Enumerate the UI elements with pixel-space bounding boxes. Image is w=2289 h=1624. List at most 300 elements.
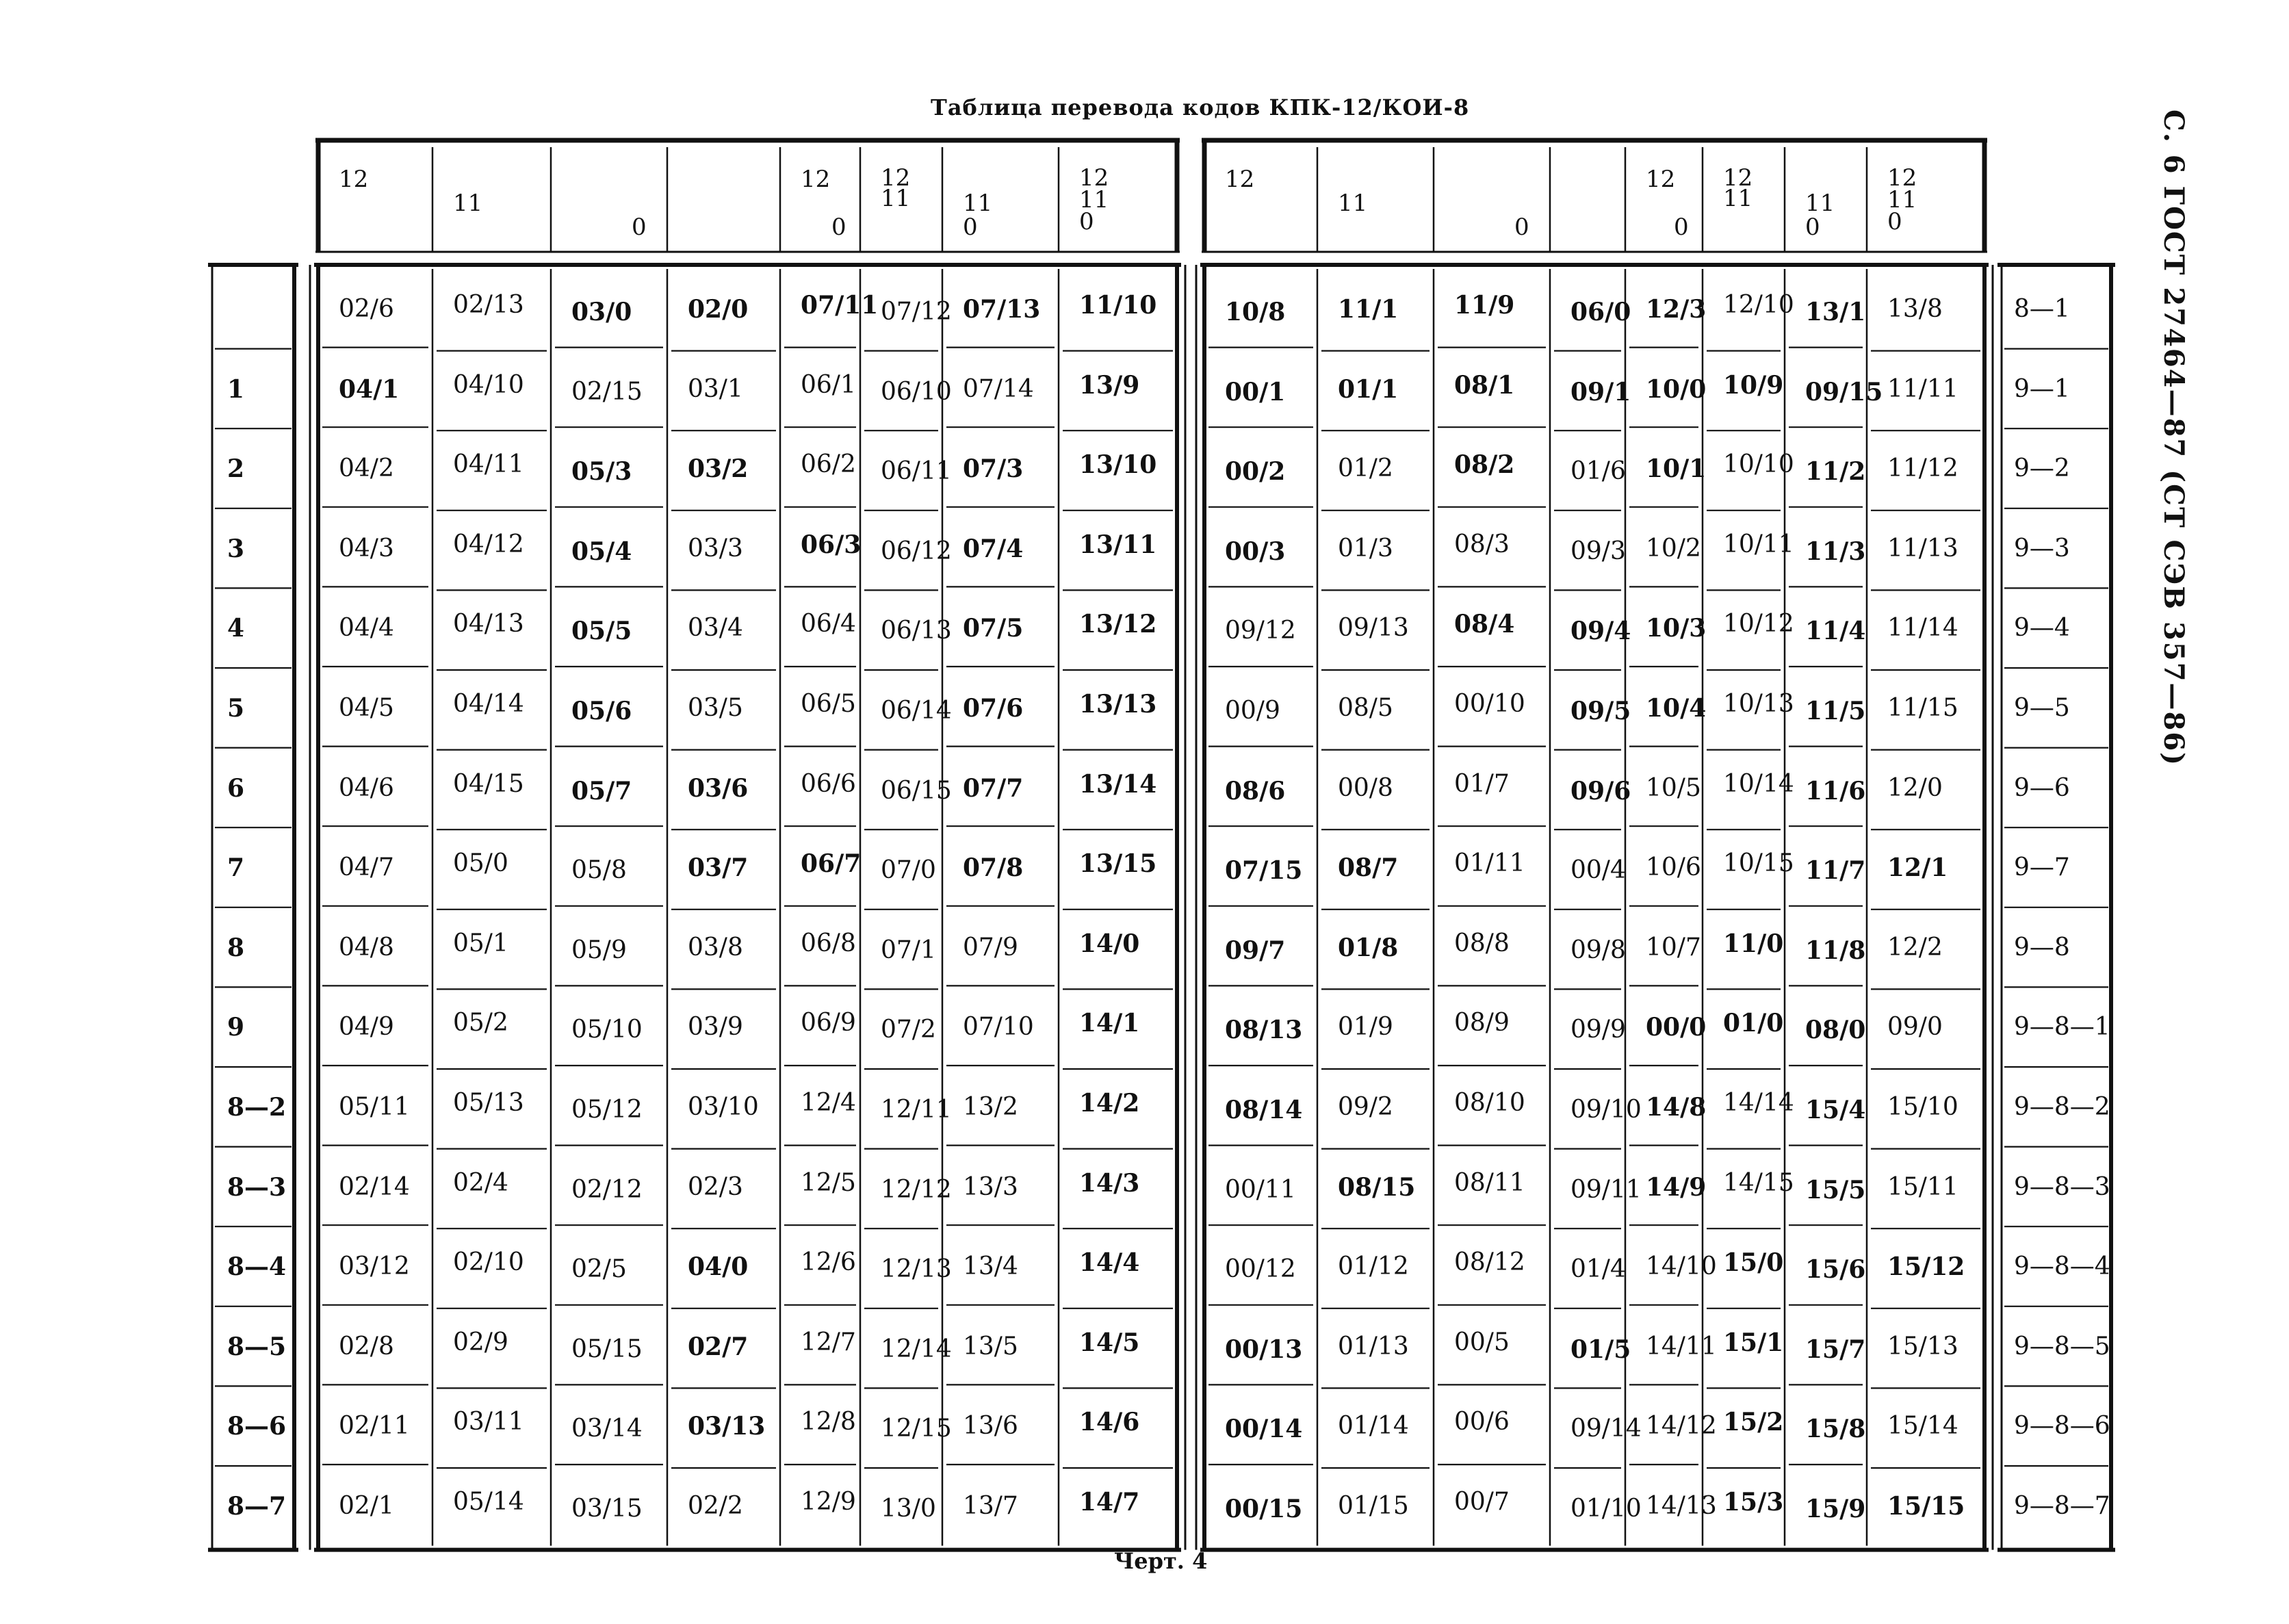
table-cell: 14/3	[1079, 1168, 1140, 1198]
table-cell: 15/7	[1805, 1335, 1866, 1364]
table-cell: 12/2	[1887, 933, 1943, 962]
table-cell: 00/5	[1454, 1328, 1510, 1356]
table-cell: 06/7	[801, 849, 862, 879]
row-label-left: 8—5	[227, 1332, 287, 1361]
left-header-1-line-0: 11	[453, 190, 483, 217]
row-label-right: 9—8—1	[2014, 1013, 2110, 1042]
table-cell: 15/2	[1723, 1408, 1784, 1437]
table-cell: 12/15	[881, 1415, 952, 1443]
left-header-4-line-0: 12	[801, 166, 831, 193]
row-label-right: 9—8—5	[2014, 1332, 2110, 1361]
table-cell: 04/15	[453, 769, 524, 798]
table-cell: 05/6	[571, 697, 632, 725]
table-cell: 14/15	[1723, 1168, 1794, 1197]
row-label-right: 9—2	[2014, 454, 2070, 483]
table-cell: 10/8	[1225, 298, 1286, 326]
table-cell: 05/1	[453, 929, 508, 957]
right-header-7-line-0: 12	[1887, 164, 1917, 192]
table-cell: 04/8	[339, 933, 394, 962]
table-cell: 09/7	[1225, 936, 1286, 965]
table-cell: 01/2	[1338, 454, 1393, 483]
right-header-5-line-1: 11	[1723, 185, 1753, 212]
table-cell: 04/1	[339, 374, 400, 404]
table-cell: 06/9	[801, 1009, 856, 1037]
table-cell: 04/4	[339, 614, 394, 643]
table-cell: 08/5	[1338, 694, 1393, 722]
row-label-right: 9—6	[2014, 773, 2070, 802]
table-cell: 08/10	[1454, 1089, 1525, 1117]
table-cell: 14/13	[1646, 1492, 1717, 1520]
table-cell: 11/8	[1805, 936, 1866, 965]
table-cell: 00/1	[1225, 377, 1286, 407]
table-cell: 13/12	[1079, 610, 1157, 639]
table-cell: 11/9	[1454, 291, 1515, 320]
table-cell: 02/11	[339, 1412, 410, 1441]
table-cell: 13/2	[963, 1093, 1018, 1121]
table-cell: 13/5	[963, 1332, 1018, 1361]
table-cell: 00/13	[1225, 1335, 1303, 1364]
table-cell: 00/0	[1646, 1013, 1707, 1042]
table-cell: 01/4	[1570, 1255, 1626, 1284]
table-cell: 10/6	[1646, 853, 1701, 882]
table-cell: 06/2	[801, 450, 856, 479]
table-cell: 06/8	[801, 929, 856, 957]
table-cell: 09/3	[1570, 537, 1626, 565]
row-label-left: 1	[227, 374, 245, 404]
left-header-5-line-1: 11	[881, 185, 911, 212]
table-cell: 04/3	[339, 534, 394, 563]
table-cell: 11/4	[1805, 617, 1866, 646]
table-cell: 08/3	[1454, 530, 1510, 558]
right-header-5-line-0: 12	[1723, 164, 1753, 192]
table-cell: 05/12	[571, 1096, 643, 1124]
table-cell: 14/5	[1079, 1328, 1140, 1357]
table-cell: 15/13	[1887, 1332, 1958, 1361]
table-cell: 03/12	[339, 1252, 410, 1281]
table-cell: 09/0	[1887, 1013, 1943, 1042]
table-cell: 07/12	[881, 298, 952, 326]
row-label-right: 9—3	[2014, 534, 2070, 563]
table-cell: 06/12	[881, 537, 952, 565]
table-cell: 14/14	[1723, 1089, 1794, 1117]
table-cell: 00/8	[1338, 773, 1393, 802]
table-cell: 10/15	[1723, 849, 1794, 878]
table-cell: 05/4	[571, 537, 632, 566]
row-label-left: 9	[227, 1013, 245, 1042]
table-cell: 07/7	[963, 773, 1024, 803]
table-cell: 07/5	[963, 614, 1024, 643]
table-cell: 09/6	[1570, 776, 1631, 805]
table-cell: 14/8	[1646, 1093, 1707, 1122]
row-label-left: 8—4	[227, 1252, 287, 1282]
table-cell: 00/11	[1225, 1175, 1296, 1204]
table-cell: 02/9	[453, 1328, 508, 1356]
row-label-right: 9—8—7	[2014, 1492, 2110, 1520]
row-label-right: 9—8—2	[2014, 1093, 2110, 1121]
table-cell: 13/11	[1079, 530, 1157, 559]
table-cell: 15/12	[1887, 1252, 1965, 1282]
row-label-right: 9—7	[2014, 853, 2070, 882]
table-cell: 06/4	[801, 610, 856, 639]
table-cell: 14/4	[1079, 1248, 1140, 1278]
table-cell: 06/5	[801, 690, 856, 718]
table-cell: 11/5	[1805, 697, 1866, 725]
right-header-0-line-0: 12	[1225, 166, 1255, 193]
table-cell: 11/1	[1338, 295, 1399, 324]
table-cell: 05/3	[571, 457, 632, 487]
table-cell: 03/1	[688, 374, 743, 403]
table-cell: 09/11	[1570, 1175, 1642, 1204]
table-cell: 13/7	[963, 1492, 1018, 1520]
table-cell: 08/8	[1454, 929, 1510, 957]
table-cell: 04/5	[339, 694, 394, 722]
table-cell: 02/7	[688, 1332, 749, 1361]
table-cell: 10/12	[1723, 610, 1794, 639]
table-cell: 14/2	[1079, 1089, 1140, 1118]
table-cell: 01/0	[1723, 1009, 1784, 1038]
table-cell: 07/4	[963, 534, 1024, 563]
row-label-right: 8—1	[2014, 295, 2070, 323]
table-cell: 11/14	[1887, 614, 1958, 643]
table-cell: 00/10	[1454, 690, 1525, 718]
table-cell: 08/14	[1225, 1096, 1303, 1124]
left-header-0-line-0: 12	[339, 166, 369, 193]
table-cell: 02/13	[453, 291, 524, 319]
table-cell: 10/3	[1646, 614, 1707, 643]
table-cell: 07/13	[963, 295, 1041, 324]
table-cell: 08/2	[1454, 450, 1515, 480]
table-cell: 02/3	[688, 1172, 743, 1201]
table-cell: 06/1	[801, 370, 856, 399]
table-cell: 00/14	[1225, 1415, 1303, 1444]
table-cell: 01/5	[1570, 1335, 1631, 1364]
table-cell: 01/10	[1570, 1495, 1642, 1523]
row-label-left: 6	[227, 773, 245, 803]
table-cell: 14/10	[1646, 1252, 1717, 1281]
table-cell: 10/7	[1646, 933, 1701, 962]
table-cell: 14/0	[1079, 929, 1140, 958]
table-cell: 09/1	[1570, 377, 1631, 407]
table-cell: 10/2	[1646, 534, 1701, 563]
table-cell: 03/2	[688, 454, 749, 484]
table-cell: 02/8	[339, 1332, 394, 1361]
row-label-left: 8—7	[227, 1492, 287, 1521]
table-cell: 05/7	[571, 776, 632, 805]
table-cell: 12/6	[801, 1248, 856, 1277]
table-cell: 00/3	[1225, 537, 1286, 566]
table-cell: 13/14	[1079, 769, 1157, 799]
table-cell: 12/1	[1887, 853, 1948, 883]
table-cell: 08/0	[1805, 1016, 1866, 1045]
table-cell: 14/11	[1646, 1332, 1717, 1361]
table-cell: 07/10	[963, 1013, 1034, 1042]
table-cell: 15/1	[1723, 1328, 1784, 1357]
table-cell: 13/10	[1079, 450, 1157, 480]
left-header-6-line-1: 0	[963, 214, 978, 241]
table-cell: 13/0	[881, 1495, 936, 1523]
table-cell: 07/2	[881, 1016, 936, 1044]
table-cell: 13/15	[1079, 849, 1157, 879]
table-cell: 10/4	[1646, 694, 1707, 723]
row-label-right: 9—5	[2014, 694, 2070, 722]
table-cell: 02/0	[688, 295, 749, 324]
row-label-left: 8	[227, 933, 245, 962]
table-cell: 15/10	[1887, 1093, 1958, 1121]
right-header-1-line-0: 11	[1338, 190, 1368, 217]
row-label-left: 3	[227, 534, 245, 563]
table-cell: 03/6	[688, 773, 749, 803]
row-label-left: 2	[227, 454, 245, 484]
row-label-right: 9—8	[2014, 933, 2070, 962]
table-cell: 14/7	[1079, 1488, 1140, 1517]
row-label-right: 9—8—3	[2014, 1172, 2110, 1201]
table-cell: 12/13	[881, 1255, 952, 1284]
table-cell: 03/9	[688, 1013, 743, 1042]
table-cell: 09/10	[1570, 1096, 1642, 1124]
table-cell: 07/14	[963, 374, 1034, 403]
table-cell: 01/12	[1338, 1252, 1409, 1281]
table-cell: 01/3	[1338, 534, 1393, 563]
table-cell: 12/9	[801, 1488, 856, 1516]
table-cell: 09/12	[1225, 617, 1296, 645]
table-cell: 13/8	[1887, 295, 1943, 323]
table-cell: 01/1	[1338, 374, 1399, 404]
left-header-7-line-1: 11	[1079, 186, 1109, 214]
left-header-7-line-0: 12	[1079, 164, 1109, 192]
table-cell: 03/0	[571, 298, 632, 326]
table-cell: 00/4	[1570, 856, 1626, 885]
table-cell: 01/9	[1338, 1013, 1393, 1042]
table-cell: 12/14	[881, 1335, 952, 1363]
table-cell: 04/12	[453, 530, 524, 558]
table-cell: 01/7	[1454, 769, 1510, 798]
table-cell: 15/4	[1805, 1096, 1866, 1124]
left-header-6-line-0: 11	[963, 190, 993, 217]
table-cell: 06/13	[881, 617, 952, 645]
table-cell: 10/1	[1646, 454, 1707, 484]
table-cell: 14/1	[1079, 1009, 1140, 1038]
table-cell: 03/15	[571, 1495, 643, 1523]
table-cell: 04/13	[453, 610, 524, 639]
table-cell: 05/9	[571, 936, 627, 964]
table-cell: 09/15	[1805, 377, 1883, 407]
table-cell: 08/13	[1225, 1016, 1303, 1045]
table-cell: 13/4	[963, 1252, 1018, 1281]
table-cell: 11/7	[1805, 856, 1866, 886]
table-cell: 12/0	[1887, 773, 1943, 802]
left-header-5-line-0: 12	[881, 164, 911, 192]
table-cell: 04/11	[453, 450, 524, 479]
table-cell: 12/10	[1723, 291, 1794, 319]
table-cell: 08/4	[1454, 610, 1515, 639]
table-cell: 05/0	[453, 849, 508, 878]
row-label-left: 8—2	[227, 1093, 287, 1122]
table-cell: 02/4	[453, 1168, 508, 1197]
table-cell: 15/14	[1887, 1412, 1958, 1441]
row-label-left: 8—6	[227, 1412, 287, 1441]
table-cell: 12/8	[801, 1408, 856, 1436]
table-cell: 03/10	[688, 1093, 759, 1121]
table-cell: 07/15	[1225, 856, 1303, 886]
row-label-right: 9—8—4	[2014, 1252, 2110, 1281]
table-cell: 09/2	[1338, 1093, 1393, 1121]
table-cell: 06/6	[801, 769, 856, 798]
table-cell: 10/5	[1646, 773, 1701, 802]
table-cell: 09/5	[1570, 697, 1631, 725]
table-cell: 04/10	[453, 370, 524, 399]
page-title: Таблица перевода кодов КПК-12/КОИ-8	[931, 94, 1470, 120]
table-cell: 09/9	[1570, 1016, 1626, 1044]
table-cell: 03/14	[571, 1415, 643, 1443]
table-cell: 04/6	[339, 773, 394, 802]
row-label-right: 9—1	[2014, 374, 2070, 403]
table-cell: 11/12	[1887, 454, 1958, 483]
table-cell: 02/5	[571, 1255, 627, 1284]
table-cell: 11/6	[1805, 776, 1866, 805]
right-header-4-line-0: 12	[1646, 166, 1676, 193]
table-cell: 02/2	[688, 1492, 743, 1520]
right-header-7-line-2: 0	[1887, 208, 1902, 235]
table-cell: 12/4	[801, 1089, 856, 1117]
table-cell: 10/9	[1723, 370, 1784, 400]
table-cell: 00/7	[1454, 1488, 1510, 1516]
table-cell: 13/3	[963, 1172, 1018, 1201]
table-cell: 02/6	[339, 295, 394, 323]
table-cell: 05/14	[453, 1488, 524, 1516]
table-cell: 10/14	[1723, 769, 1794, 798]
table-cell: 03/4	[688, 614, 743, 643]
table-cell: 04/9	[339, 1013, 394, 1042]
table-cell: 09/8	[1570, 936, 1626, 964]
table-cell: 11/2	[1805, 457, 1866, 487]
row-label-right: 9—8—6	[2014, 1412, 2110, 1441]
table-cell: 11/10	[1079, 291, 1157, 320]
table-cell: 05/13	[453, 1089, 524, 1117]
table-cell: 02/10	[453, 1248, 524, 1277]
table-cell: 06/11	[881, 457, 952, 486]
table-cell: 01/6	[1570, 457, 1626, 486]
table-cell: 09/14	[1570, 1415, 1642, 1443]
table-cell: 15/8	[1805, 1415, 1866, 1444]
table-cell: 00/15	[1225, 1495, 1303, 1523]
table-cell: 08/12	[1454, 1248, 1525, 1277]
left-header-7-line-2: 0	[1079, 208, 1094, 235]
table-cell: 14/12	[1646, 1412, 1717, 1441]
table-cell: 15/0	[1723, 1248, 1784, 1278]
table-cell: 15/5	[1805, 1175, 1866, 1204]
table-cell: 07/8	[963, 853, 1024, 883]
table-cell: 11/0	[1723, 929, 1784, 958]
row-label-left: 4	[227, 614, 245, 643]
row-label-left: 7	[227, 853, 245, 883]
left-header-4-line-1: 0	[831, 214, 846, 241]
table-cell: 05/5	[571, 617, 632, 646]
table-cell: 12/12	[881, 1175, 952, 1204]
right-header-7-line-1: 11	[1887, 186, 1917, 214]
table-cell: 08/11	[1454, 1168, 1525, 1197]
figure-caption: Черт. 4	[1114, 1548, 1208, 1574]
table-cell: 10/11	[1723, 530, 1794, 558]
table-cell: 05/8	[571, 856, 627, 885]
right-header-2-line-0: 0	[1514, 214, 1529, 241]
table-cell: 02/15	[571, 377, 643, 406]
table-cell: 13/13	[1079, 690, 1157, 719]
table-cell: 11/13	[1887, 534, 1958, 563]
table-cell: 07/6	[963, 694, 1024, 723]
row-label-left: 8—3	[227, 1172, 287, 1202]
table-cell: 09/13	[1338, 614, 1409, 643]
table-cell: 10/13	[1723, 690, 1794, 718]
right-header-4-line-1: 0	[1674, 214, 1689, 241]
table-cell: 06/14	[881, 697, 952, 725]
row-label-right: 9—4	[2014, 614, 2070, 643]
table-cell: 03/11	[453, 1408, 524, 1436]
table-cell: 08/9	[1454, 1009, 1510, 1037]
table-cell: 05/11	[339, 1093, 410, 1121]
table-cell: 00/2	[1225, 457, 1286, 487]
table-cell: 10/0	[1646, 374, 1707, 404]
table-cell: 02/1	[339, 1492, 394, 1520]
table-cell: 15/3	[1723, 1488, 1784, 1517]
table-cell: 11/15	[1887, 694, 1958, 722]
table-cell: 07/0	[881, 856, 936, 885]
table-cell: 06/0	[1570, 298, 1631, 326]
table-cell: 01/8	[1338, 933, 1399, 962]
table-cell: 15/9	[1805, 1495, 1866, 1523]
table-cell: 07/9	[963, 933, 1018, 962]
right-header-6-line-1: 0	[1805, 214, 1820, 241]
table-cell: 00/6	[1454, 1408, 1510, 1436]
table-cell: 05/2	[453, 1009, 508, 1037]
table-cell: 01/11	[1454, 849, 1525, 878]
table-cell: 07/11	[801, 291, 879, 320]
table-cell: 13/1	[1805, 298, 1866, 326]
table-cell: 01/13	[1338, 1332, 1409, 1361]
table-cell: 12/11	[881, 1096, 952, 1124]
table-cell: 12/7	[801, 1328, 856, 1356]
table-cell: 13/6	[963, 1412, 1018, 1441]
table-cell: 04/7	[339, 853, 394, 882]
table-cell: 04/0	[688, 1252, 749, 1282]
table-cell: 03/7	[688, 853, 749, 883]
table-cell: 15/15	[1887, 1492, 1965, 1521]
table-cell: 02/14	[339, 1172, 410, 1201]
table-cell: 12/3	[1646, 295, 1707, 324]
table-cell: 01/15	[1338, 1492, 1409, 1520]
table-cell: 15/6	[1805, 1255, 1866, 1285]
table-cell: 03/13	[688, 1412, 766, 1441]
table-cell: 00/9	[1225, 697, 1280, 725]
table-cell: 14/6	[1079, 1408, 1140, 1437]
table-cell: 05/10	[571, 1016, 643, 1044]
left-header-2-line-0: 0	[632, 214, 647, 241]
table-cell: 08/6	[1225, 776, 1286, 805]
row-label-left: 5	[227, 694, 245, 723]
right-header-6-line-0: 11	[1805, 190, 1835, 217]
table-cell: 03/8	[688, 933, 743, 962]
table-cell: 15/11	[1887, 1172, 1958, 1201]
table-cell: 04/14	[453, 690, 524, 718]
table-cell: 06/15	[881, 776, 952, 805]
table-cell: 11/3	[1805, 537, 1866, 566]
table-cell: 12/5	[801, 1168, 856, 1197]
table-cell: 01/14	[1338, 1412, 1409, 1441]
table-cell: 07/3	[963, 454, 1024, 484]
table-cell: 13/9	[1079, 370, 1140, 400]
table-cell: 00/12	[1225, 1255, 1296, 1284]
table-cell: 03/5	[688, 694, 743, 722]
table-cell: 14/9	[1646, 1172, 1707, 1202]
